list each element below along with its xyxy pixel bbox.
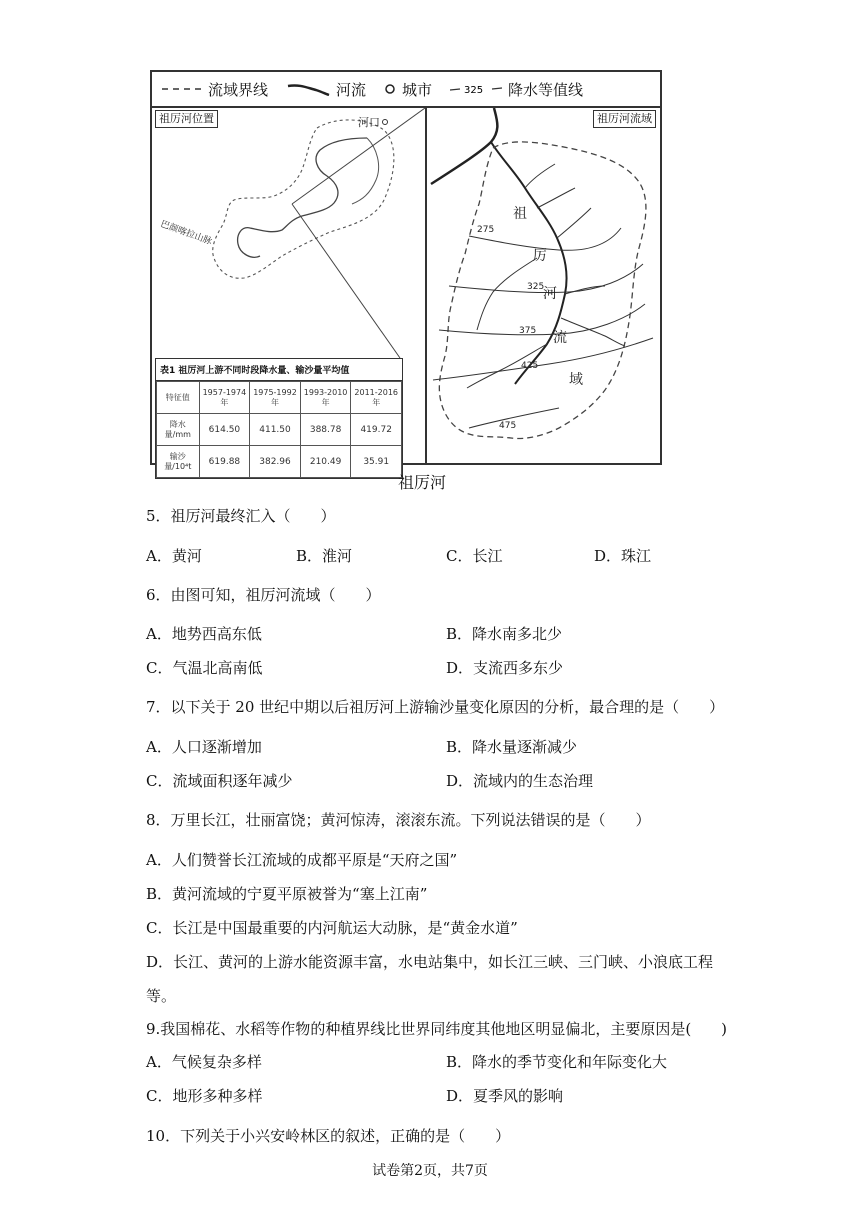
table-cell: 382.96 xyxy=(250,446,301,478)
question-8-option-b[interactable]: B．黄河流域的宁夏平原被誉为“塞上江南” xyxy=(146,885,428,903)
question-5-option-d[interactable]: D．珠江 xyxy=(594,547,652,565)
basin-char: 域 xyxy=(569,372,583,388)
isohyet-label: 275 xyxy=(477,225,495,235)
question-7-option-a[interactable]: A．人口逐渐增加 xyxy=(146,738,262,756)
table-row xyxy=(157,414,402,446)
basin-panel xyxy=(429,108,660,463)
table-row-label: 输沙量/10⁴t xyxy=(157,446,200,478)
question-8-option-d-continued: 等。 xyxy=(146,987,177,1005)
question-5-option-c[interactable]: C．长江 xyxy=(446,547,503,565)
basin-char: 祖 xyxy=(513,206,527,222)
data-table xyxy=(155,358,403,479)
table-row xyxy=(157,446,402,478)
table-cell: 210.49 xyxy=(300,446,351,478)
question-8-option-a[interactable]: A．人们赞誉长江流域的成都平原是“天府之国” xyxy=(146,851,458,869)
table-cell: 388.78 xyxy=(300,414,351,446)
river-mouth-label: 河口 xyxy=(358,116,380,129)
question-5-option-a[interactable]: A．黄河 xyxy=(146,547,202,565)
city-circle-icon xyxy=(384,83,396,95)
question-7-stem: 7．以下关于 20 世纪中期以后祖厉河上游输沙量变化原因的分析，最合理的是（ ） xyxy=(146,698,725,716)
map-figure xyxy=(150,70,662,471)
isohyet-label: 325 xyxy=(527,282,545,292)
question-7-option-d[interactable]: D．流域内的生态治理 xyxy=(446,772,594,790)
question-6-option-a[interactable]: A．地势西高东低 xyxy=(146,625,262,643)
location-panel xyxy=(152,108,427,471)
table-title: 表1 祖厉河上游不同时段降水量、输沙量平均值 xyxy=(156,359,402,381)
question-5-option-b[interactable]: B．淮河 xyxy=(296,547,353,565)
legend-isohyet-label: 降水等值线 xyxy=(508,80,584,99)
legend-isohyet-sample: 325 xyxy=(464,85,484,96)
location-panel-label: 祖厉河位置 xyxy=(155,110,218,128)
table-period: 2011-2016年 xyxy=(351,382,402,414)
table-cell: 411.50 xyxy=(250,414,301,446)
isohyet-label: 375 xyxy=(519,326,537,336)
legend-basin-boundary-label: 流域界线 xyxy=(208,80,269,99)
question-8-option-c[interactable]: C．长江是中国最重要的内河航运大动脉，是“黄金水道” xyxy=(146,919,518,937)
table-row-label: 降水量/mm xyxy=(157,414,200,446)
question-8-stem: 8．万里长江，壮丽富饶；黄河惊涛，滚滚东流。下列说法错误的是（ ） xyxy=(146,811,651,829)
question-6-option-c[interactable]: C．气温北高南低 xyxy=(146,659,263,677)
legend-basin-boundary xyxy=(162,79,268,100)
basin-char: 河 xyxy=(543,286,557,302)
map-legend xyxy=(152,72,660,108)
page-footer: 试卷第2页，共7页 xyxy=(372,1163,488,1179)
figure-caption: 祖厉河 xyxy=(398,473,447,492)
table-period: 1993-2010年 xyxy=(300,382,351,414)
question-7-option-c[interactable]: C．流域面积逐年减少 xyxy=(146,772,293,790)
question-8-option-d[interactable]: D．长江、黄河的上游水能资源丰富，水电站集中，如长江三峡、三门峡、小浪底工程 xyxy=(146,953,714,971)
question-9-option-b[interactable]: B．降水的季节变化和年际变化大 xyxy=(446,1053,668,1071)
question-9-option-a[interactable]: A．气候复杂多样 xyxy=(146,1053,262,1071)
mountain-label: 巴颜喀拉山脉 xyxy=(158,219,214,248)
legend-isohyet xyxy=(450,79,583,100)
question-6-stem: 6．由图可知，祖厉河流域（ ） xyxy=(146,586,381,604)
question-10-stem: 10．下列关于小兴安岭林区的叙述，正确的是（ ） xyxy=(146,1127,511,1145)
basin-map xyxy=(429,108,660,461)
legend-river-label: 河流 xyxy=(336,80,367,99)
basin-char: 厉 xyxy=(533,248,547,264)
river-line-icon xyxy=(286,82,330,96)
isohyet-label: 475 xyxy=(499,421,517,431)
table-period: 1957-1974年 xyxy=(199,382,250,414)
dashed-line-icon xyxy=(162,84,202,94)
question-9-stem: 9.我国棉花、水稻等作物的种植界线比世界同纬度其他地区明显偏北，主要原因是( ) xyxy=(146,1020,728,1038)
basin-panel-label: 祖厉河流域 xyxy=(593,110,656,128)
table-cell: 419.72 xyxy=(351,414,402,446)
question-6-option-d[interactable]: D．支流西多东少 xyxy=(446,659,564,677)
table-cell: 619.88 xyxy=(199,446,250,478)
legend-city-label: 城市 xyxy=(402,80,433,99)
legend-city xyxy=(384,79,432,100)
question-6-option-b[interactable]: B．降水南多北少 xyxy=(446,625,563,643)
isohyet-label: 425 xyxy=(521,361,539,371)
question-5-stem: 5．祖厉河最终汇入（ ） xyxy=(146,507,336,525)
table-header-row xyxy=(157,382,402,414)
table-col-header: 特征值 xyxy=(157,382,200,414)
table-cell: 614.50 xyxy=(199,414,250,446)
isohyet-line-icon xyxy=(450,82,502,96)
question-9-option-c[interactable]: C．地形多种多样 xyxy=(146,1087,263,1105)
table-cell: 35.91 xyxy=(351,446,402,478)
legend-river xyxy=(286,79,366,100)
question-7-option-b[interactable]: B．降水量逐渐减少 xyxy=(446,738,578,756)
table-period: 1975-1992年 xyxy=(250,382,301,414)
basin-char: 流 xyxy=(553,330,567,346)
question-9-option-d[interactable]: D．夏季风的影响 xyxy=(446,1087,564,1105)
